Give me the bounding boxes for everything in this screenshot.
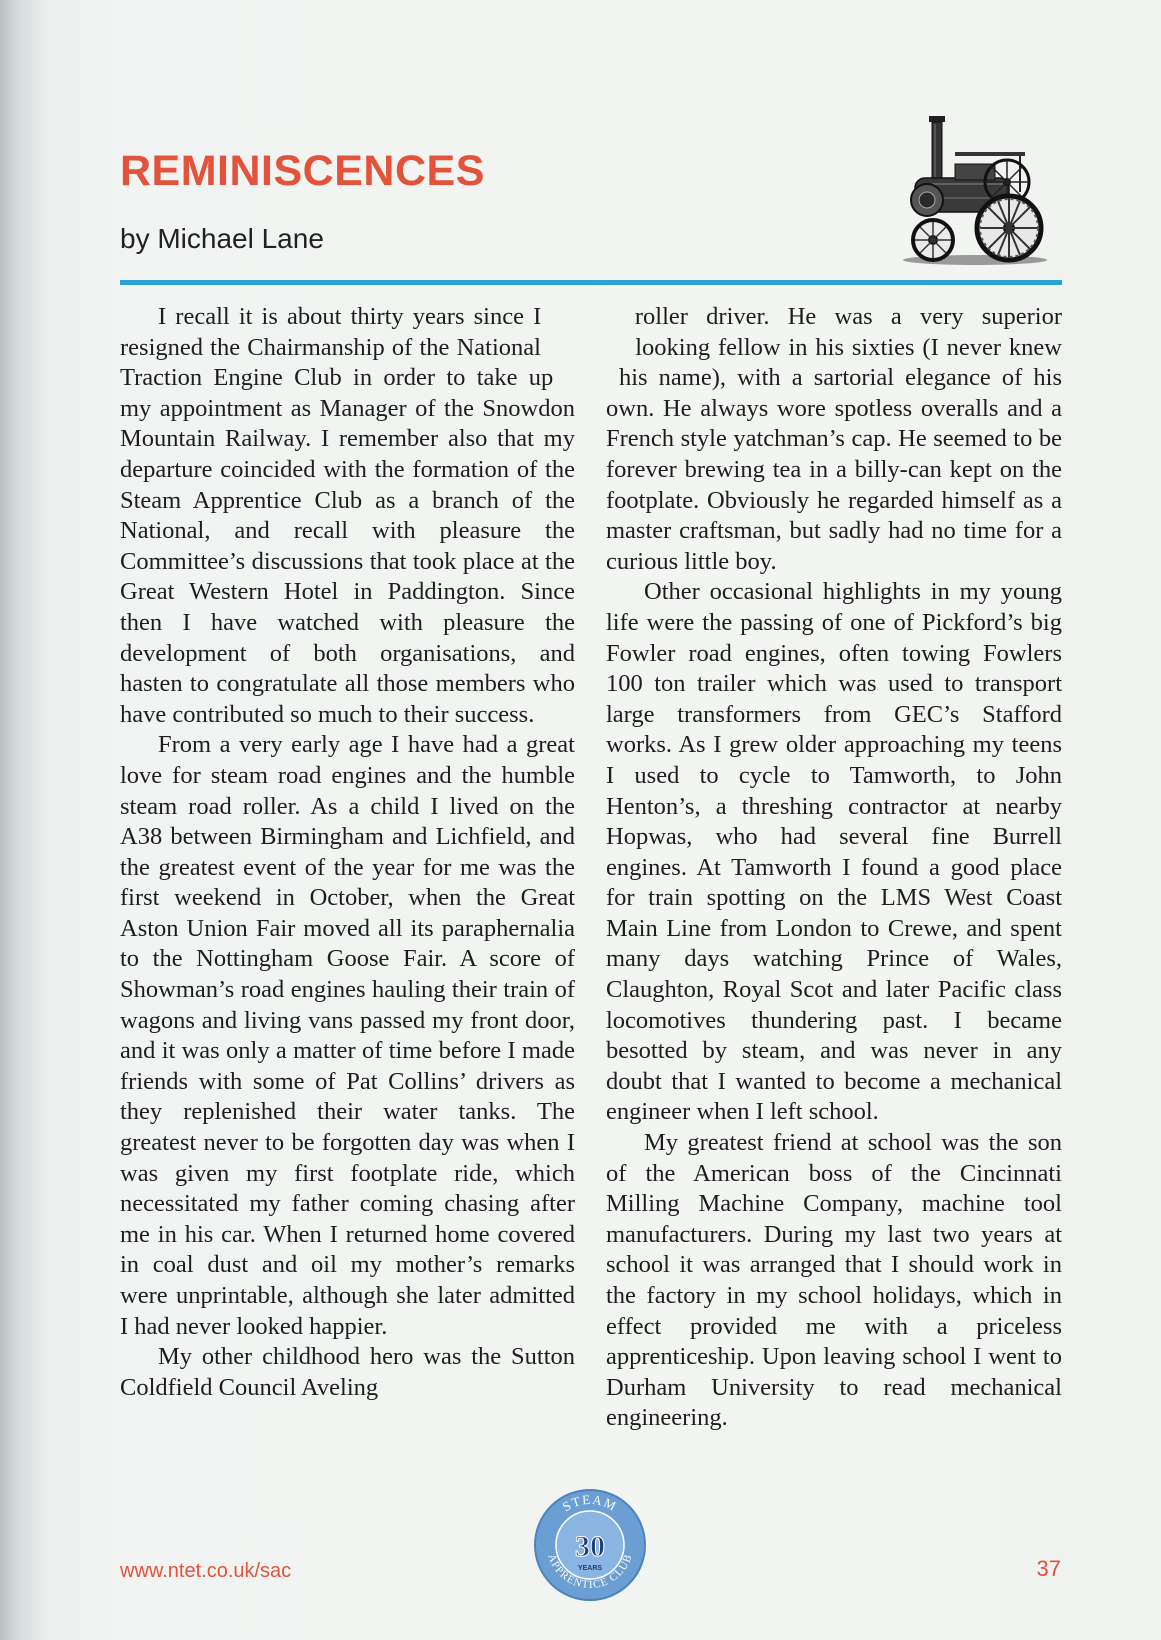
article-byline: by Michael Lane	[120, 223, 324, 254]
header-divider	[120, 280, 1062, 285]
badge-top-text: STEAM	[559, 1491, 620, 1515]
column-left	[120, 302, 575, 1516]
badge-years: YEARS	[577, 1565, 603, 1572]
article-title: REMINISCENCES	[120, 147, 485, 195]
footer-url: www.ntet.co.uk/sac	[120, 1560, 292, 1582]
column-right	[606, 302, 1062, 1516]
paragraph: From a very early age I have had a great love for steam road engines and the humble steam road roller. As a child I lived on the A38 between Birmingham and Lichfield, and the greatest event of the year for me was the first weekend in October, when the Great Aston Union Fair moved all its paraphernalia to the Nottingham Goose Fair. A score of Showman’s road engines hauling their train of wagons and living vans passed my front door, and it was only a matter of time before I made friends with some of Pat Collins’ drivers as they replenished their water tanks. The greatest never to be forgotten day was when I was given my first footplate ride, which necessitated my father coming chasing after me in his car. When I returned home covered in coal dust and oil my mother’s remarks were unprintable, although she later admitted I had never looked happier.	[120, 731, 575, 1340]
badge-number: 30	[575, 1530, 605, 1563]
badge-bottom-text: APPRENTICE CLUB	[545, 1552, 635, 1592]
paragraph: My greatest friend at school was the son of the American boss of the Cincinnati Milling Machine Company, machine tool manufacturers. During my last two years at school it was arranged that I should work in the factory in my school holidays, which in effect provided me with a priceless apprenticeship. Upon leaving school I went to Durham University to read mechanical engineering.	[606, 1129, 1062, 1432]
page-number: 37	[1036, 1556, 1061, 1581]
paragraph: roller driver. He was a very superior looking fellow in his sixties (I never knew his name), with a sartorial elegance of his own. He always wore spotless overalls and a French style yatchman’s cap. He seemed to be forever brewing tea in a billy-can kept on the footplate. Obviously he regarded himself as a master craftsman, but sadly had no time for a curious little boy.	[606, 303, 1062, 575]
steam-apprentice-club-badge-icon	[533, 1488, 647, 1602]
paragraph: Other occasional highlights in my young life were the passing of one of Pickford’s big Fowler road engines, often towing Fowlers 100 ton trailer which was used to transport large transformers from GEC’s Stafford works. As I grew older approaching my teens I used to cycle to Tamworth, to John Henton’s, a threshing contractor at nearby Hopwas, who had several fine Burrell engines. At Tamworth I found a good place for train spotting on the LMS West Coast Main Line from London to Crewe, and spent many days watching Prince of Wales, Claughton, Royal Scot and later Pacific class locomotives thundering past. I became besotted by steam, and was never in any doubt that I wanted to become a mechanical engineer when I left school.	[606, 578, 1062, 1126]
paragraph: My other childhood hero was the Sutton Coldfield Council Aveling	[120, 1343, 575, 1401]
paragraph: I recall it is about thirty years since I resigned the Chairmanship of the National Traction Engine Club in order to take up my appointment as Manager of the Snowdon Mountain Railway. I remember also that my departure coincided with the formation of the Steam Apprentice Club as a branch of the National, and recall with pleasure the Committee’s discussions that took place at the Great Western Hotel in Paddington. Since then I have watched with pleasure the development of both organisations, and hasten to congratulate all those members who have contributed so much to their success.	[120, 303, 575, 728]
traction-engine-icon	[895, 112, 1055, 272]
